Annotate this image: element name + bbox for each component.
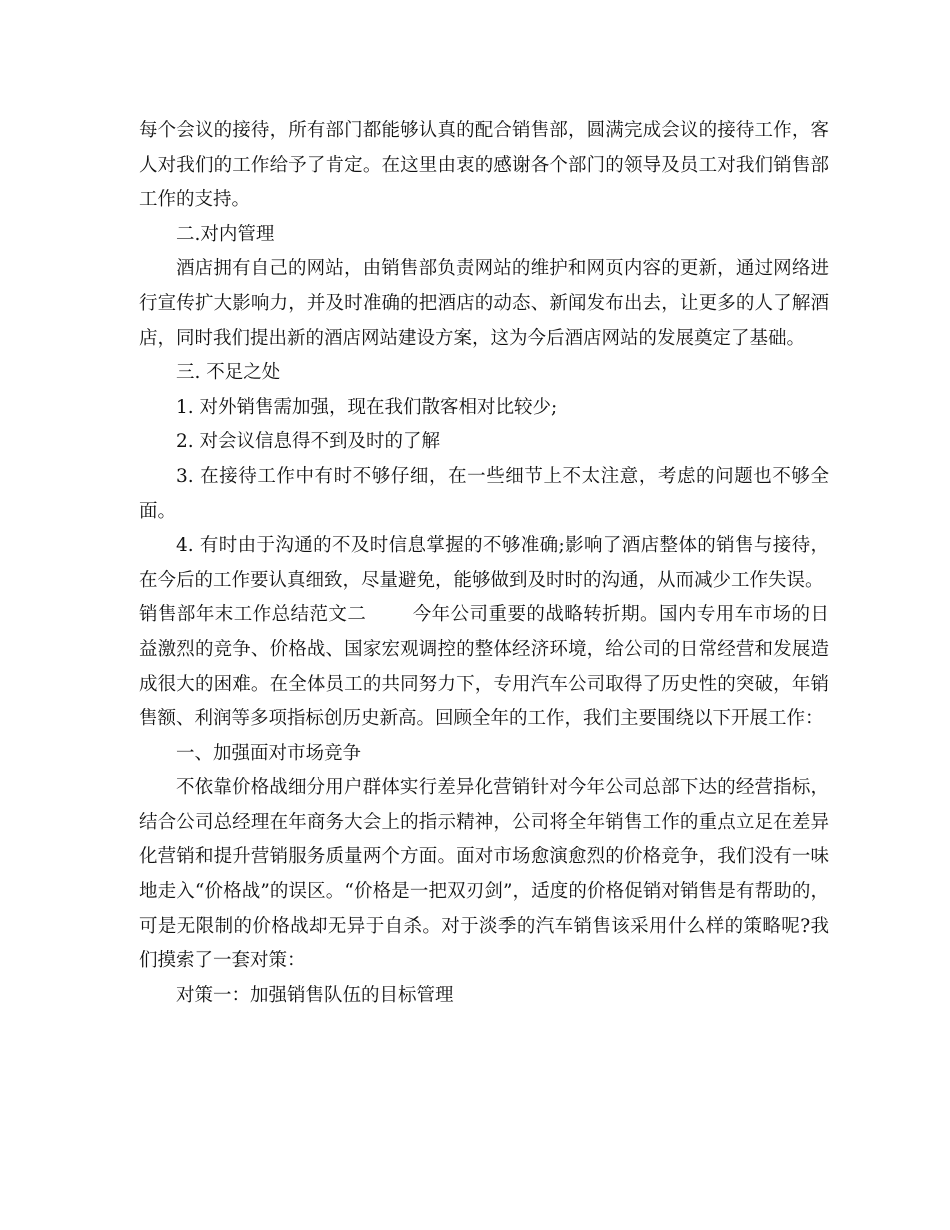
heading-market-competition: 一、加强面对市场竞争 — [176, 742, 362, 764]
list-item-shortcoming-2: 2. 对会议信息得不到及时的了解 — [176, 431, 441, 453]
section-title: 销售部年末工作总结范文二 — [139, 604, 367, 626]
section-two-paragraph — [139, 598, 829, 736]
heading-shortcomings: 三. 不足之处 — [176, 362, 281, 384]
paragraph-meeting-reception: 每个会议的接待，所有部门都能够认真的配合销售部，圆满完成会议的接待工作，客人对我们的工作给予了肯定。在这里由衷的感谢各个部门的领导及员工对我们销售部工作的支持。 — [139, 120, 829, 211]
paragraph-differentiated-marketing: 不依靠价格战细分用户群体实行差异化营销针对今年公司总部下达的经营指标，结合公司总经理在年商务大会上的指示精神，公司将全年销售工作的重点立足在差异化营销和提升营销服务质量两个方面。面对市场愈演愈烈的价格竞争，我们没有一味地走入“价格战”的误区。“价格是一把双刃剑”，适度的价格促销对销售是有帮助的，可是无限制的价格战却无异于自杀。对于淡季的汽车销售该采用什么样的策略呢?我们摸索了一套对策： — [139, 777, 829, 972]
list-item-shortcoming-3: 3. 在接待工作中有时不够仔细，在一些细节上不太注意，考虑的问题也不够全面。 — [139, 465, 829, 522]
section-intro: 今年公司重要的战略转折期。国内专用车市场的日益激烈的竞争、价格战、国家宏观调控的整体经济环境，给公司的日常经营和发展造成很大的困难。在全体员工的共同努力下，专用汽车公司取得了历史性的突破，年销售额、利润等多项指标创历史新高。回顾全年的工作，我们主要围绕以下开展工作： — [139, 604, 829, 730]
list-item-shortcoming-4: 4. 有时由于沟通的不及时信息掌握的不够准确;影响了酒店整体的销售与接待，在今后的工作要认真细致，尽量避免，能够做到及时时的沟通，从而减少工作失误。 — [139, 535, 829, 591]
list-item-shortcoming-1: 1. 对外销售需加强，现在我们散客相对比较少; — [176, 396, 558, 418]
paragraph-hotel-website: 酒店拥有自己的网站，由销售部负责网站的维护和网页内容的更新，通过网络进行宣传扩大影响力，并及时准确的把酒店的动态、新闻发布出去，让更多的人了解酒店，同时我们提出新的酒店网站建设方案，这为今后酒店网站的发展奠定了基础。 — [139, 258, 829, 349]
document-body — [139, 114, 829, 1013]
heading-strategy-one: 对策一：加强销售队伍的目标管理 — [176, 984, 454, 1006]
heading-internal-management: 二.对内管理 — [176, 223, 275, 245]
